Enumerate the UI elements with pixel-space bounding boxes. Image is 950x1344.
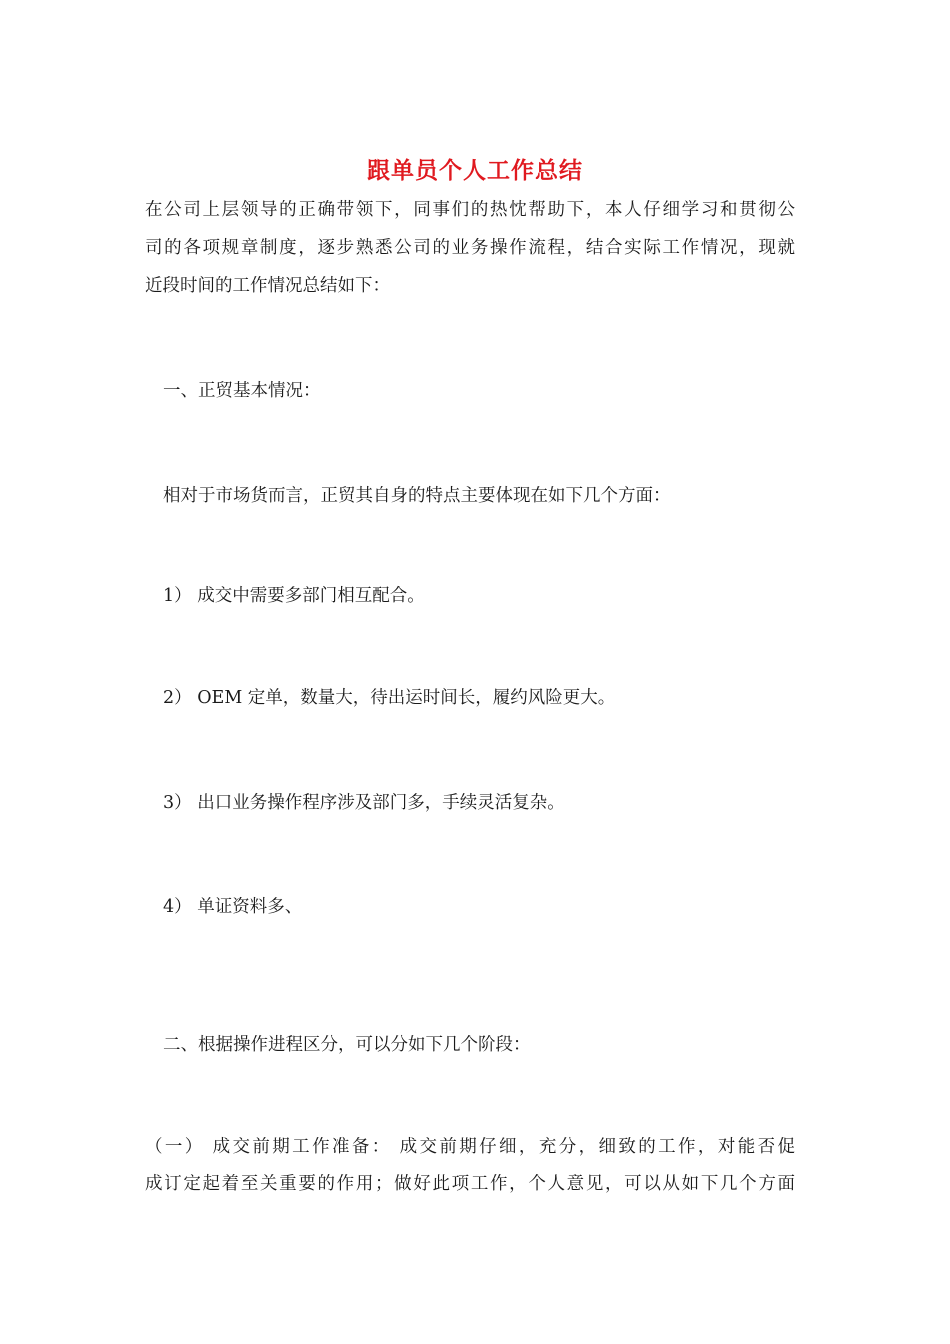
list-item-3: 3） 出口业务操作程序涉及部门多，手续灵活复杂。 (163, 793, 565, 813)
intro-line-1: 在公司上层领导的正确带领下，同事们的热忱帮助下，本人仔细学习和贯彻公 (145, 200, 795, 220)
section1-lead: 相对于市场货而言，正贸其自身的特点主要体现在如下几个方面： (163, 486, 671, 506)
list-item-1: 1） 成交中需要多部门相互配合。 (163, 586, 425, 606)
document-title: 跟单员个人工作总结 (367, 158, 583, 184)
section2-para-line-1: （一） 成交前期工作准备： 成交前期仔细，充分，细致的工作，对能否促 (145, 1137, 795, 1157)
section1-heading: 一、正贸基本情况： (163, 381, 321, 401)
intro-line-2: 司的各项规章制度，逐步熟悉公司的业务操作流程，结合实际工作情况，现就 (145, 238, 795, 258)
list-item-2: 2） OEM 定单，数量大，待出运时间长，履约风险更大。 (163, 688, 616, 708)
section2-para-line-2: 成订定起着至关重要的作用；做好此项工作，个人意见，可以从如下几个方面 (145, 1174, 795, 1194)
intro-line-3: 近段时间的工作情况总结如下： (145, 276, 390, 296)
section2-heading: 二、根据操作进程区分，可以分如下几个阶段： (163, 1035, 531, 1055)
list-item-4: 4） 单证资料多、 (163, 897, 303, 917)
